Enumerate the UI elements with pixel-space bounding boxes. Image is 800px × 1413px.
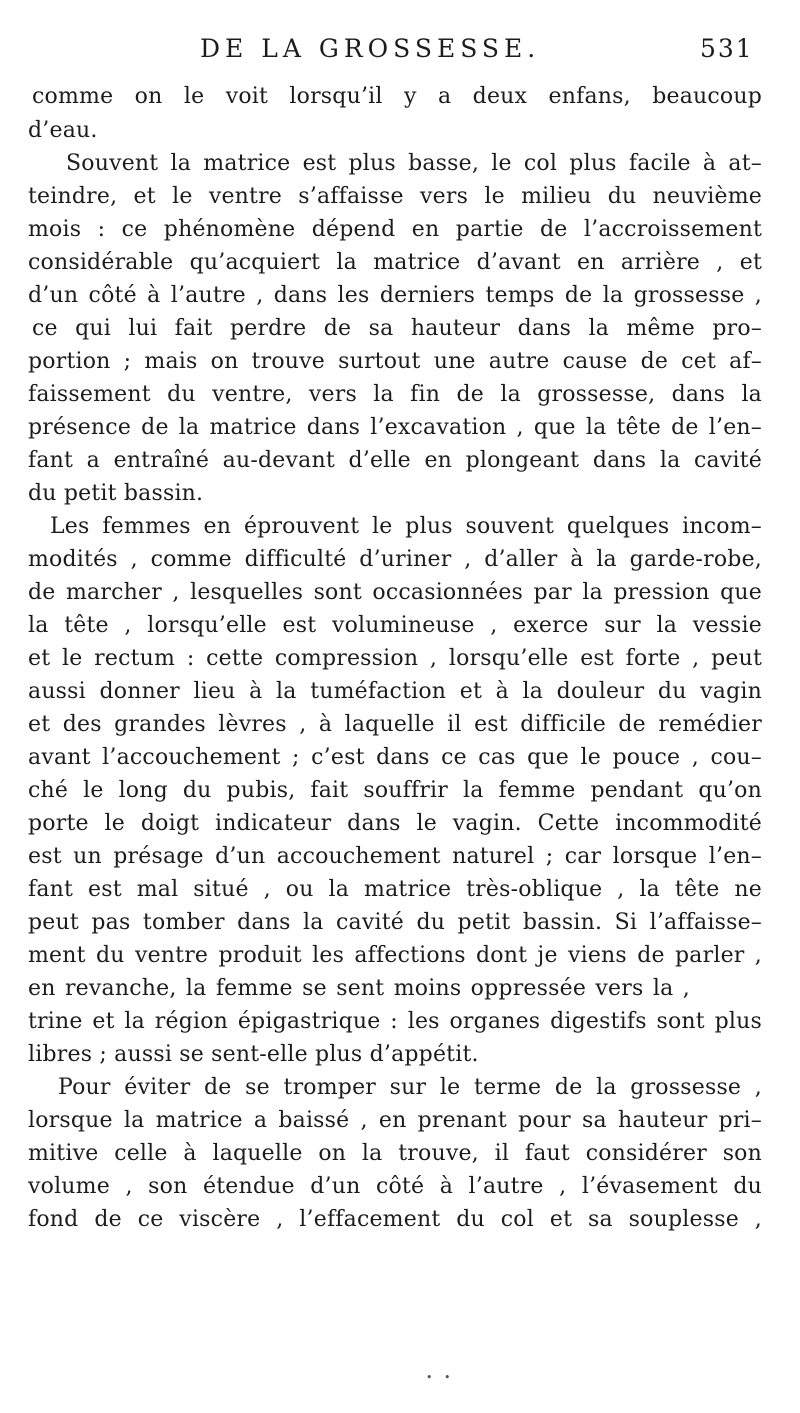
text-line: présence de la matrice dans l’excavation , que la tête de l’en–: [28, 415, 762, 440]
text-line: ce qui lui fait perdre de sa hauteur dans la même pro–: [32, 316, 762, 341]
text-line: est un présage d’un accouchement naturel ; car lorsque l’en–: [28, 844, 762, 869]
text-line: du petit bassin.: [28, 481, 204, 506]
text-line: avant l’accouchement ; c’est dans ce cas que le pouce , cou–: [28, 745, 762, 770]
text-line: fond de ce viscère , l’effacement du col et sa souplesse ,: [28, 1207, 762, 1232]
text-line: teindre, et le ventre s’affaisse vers le milieu du neuvième: [28, 184, 762, 209]
text-line: et le rectum : cette compression , lorsqu’elle est forte , peut: [28, 646, 762, 671]
text-line: Souvent la matrice est plus basse, le col plus facile à at–: [66, 151, 762, 176]
text-line: d’eau.: [28, 118, 98, 143]
text-line: volume , son étendue d’un côté à l’autre , l’évasement du: [28, 1174, 762, 1199]
text-line: aussi donner lieu à la tuméfaction et à la douleur du vagin: [28, 679, 762, 704]
text-line: portion ; mais on trouve surtout une autre cause de cet af–: [28, 349, 762, 374]
text-line: trine et la région épigastrique : les organes digestifs sont plus: [28, 1009, 762, 1034]
text-line: fant est mal situé , ou la matrice très-oblique , la tête ne: [28, 877, 762, 902]
text-line: fant a entraîné au-devant d’elle en plongeant dans la cavité: [28, 448, 762, 473]
text-line: peut pas tomber dans la cavité du petit bassin. Si l’affaisse–: [28, 910, 762, 935]
text-line: Pour éviter de se tromper sur le terme de la grossesse ,: [58, 1075, 762, 1100]
signature-mark: • •: [426, 1371, 455, 1384]
text-line: faissement du ventre, vers la fin de la grossesse, dans la: [28, 382, 762, 407]
running-title: DE LA GROSSESSE.: [200, 34, 541, 63]
text-line: ment du ventre produit les affections dont je viens de parler ,: [28, 943, 762, 968]
text-line: et des grandes lèvres , à laquelle il est difficile de remédier: [28, 712, 762, 737]
text-line: d’un côté à l’autre , dans les derniers temps de la grossesse ,: [28, 283, 762, 308]
text-line: modités , comme difficulté d’uriner , d’aller à la garde-robe,: [28, 547, 762, 572]
text-line: de marcher , lesquelles sont occasionnées par la pression que: [28, 580, 762, 605]
text-line: libres ; aussi se sent-elle plus d’appétit.: [28, 1042, 479, 1067]
text-line: Les femmes en éprouvent le plus souvent quelques incom–: [50, 514, 762, 539]
text-line: mois : ce phénomène dépend en partie de l’accroissement: [28, 217, 762, 242]
text-line: considérable qu’acquiert la matrice d’avant en arrière , et: [28, 250, 762, 275]
text-line: porte le doigt indicateur dans le vagin. Cette incommodité: [28, 811, 762, 836]
page-number: 531: [700, 34, 754, 63]
text-line: la tête , lorsqu’elle est volumineuse , exerce sur la vessie: [28, 613, 762, 638]
text-line: mitive celle à laquelle on la trouve, il faut considérer son: [28, 1141, 762, 1166]
text-line: lorsque la matrice a baissé , en prenant pour sa hauteur pri–: [28, 1108, 762, 1133]
text-line: comme on le voit lorsqu’il y a deux enfans, beaucoup: [32, 84, 762, 109]
text-line: ché le long du pubis, fait souffrir la femme pendant qu’on: [28, 778, 762, 803]
text-line: en revanche, la femme se sent moins oppressée vers la ,: [28, 976, 690, 1001]
